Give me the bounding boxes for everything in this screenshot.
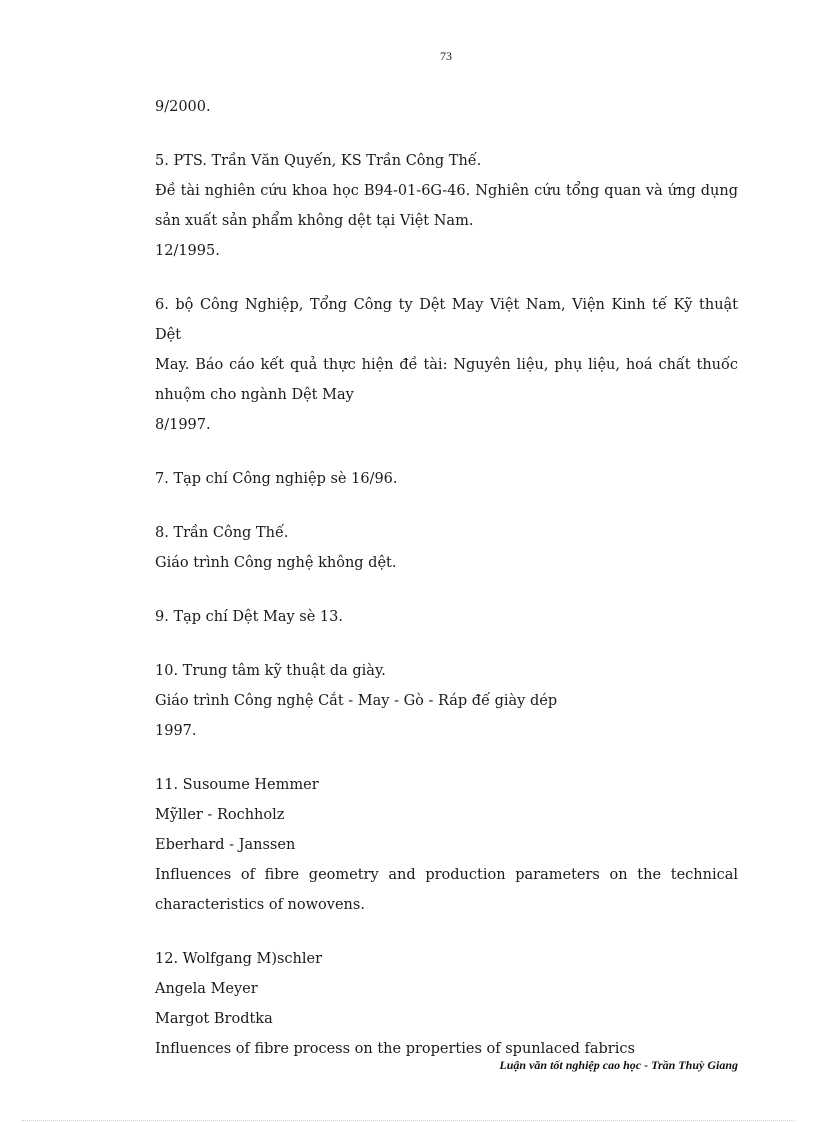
reference-line: Giáo trình Công nghệ không dệt. — [155, 555, 397, 571]
reference-line: May. Báo cáo kết quả thực hiện đề tài: Nguyên liệu, phụ liệu, hoá chất thuốc — [155, 357, 738, 373]
reference-entry-4-continued — [155, 92, 738, 122]
reference-line: Angela Meyer — [155, 981, 258, 997]
reference-entry-12 — [155, 944, 738, 1064]
reference-line: characteristics of nowovens. — [155, 897, 365, 913]
reference-line: 9. Tạp chí Dệt May sè 13. — [155, 609, 343, 625]
reference-line: 11. Susoume Hemmer — [155, 777, 319, 793]
reference-line: nhuộm cho ngành Dệt May — [155, 387, 354, 403]
reference-line: Influences of fibre geometry and production parameters on the technical — [155, 867, 738, 883]
reference-entry-10 — [155, 656, 738, 746]
reference-entry-5 — [155, 146, 738, 266]
reference-line: 7. Tạp chí Công nghiệp sè 16/96. — [155, 471, 398, 487]
reference-entry-7 — [155, 464, 738, 494]
reference-line: Đề tài nghiên cứu khoa học B94-01-6G-46. Nghiên cứu tổng quan và ứng dụng — [155, 183, 738, 199]
reference-line: Mỹller - Rochholz — [155, 807, 285, 823]
reference-list — [155, 92, 738, 1088]
reference-line: Influences of fibre process on the properties of spunlaced fabrics — [155, 1041, 635, 1057]
reference-line: 12. Wolfgang M)schler — [155, 951, 323, 967]
reference-line: Giáo trình Công nghệ Cắt - May - Gò - Ráp đế giày dép — [155, 693, 558, 709]
reference-line: Margot Brodtka — [155, 1011, 273, 1027]
reference-line: 12/1995. — [155, 243, 220, 259]
page-number: 73 — [440, 49, 452, 63]
reference-line: 8. Trần Công Thế. — [155, 525, 289, 541]
reference-line: 1997. — [155, 723, 197, 739]
reference-line: 9/2000. — [155, 99, 211, 115]
reference-entry-9 — [155, 602, 738, 632]
reference-entry-11 — [155, 770, 738, 920]
reference-line: 10. Trung tâm kỹ thuật da giày. — [155, 663, 386, 679]
page-footer: Luận văn tốt nghiệp cao học - Trần Thuỳ Giang — [499, 1058, 738, 1072]
reference-entry-8 — [155, 518, 738, 578]
reference-line: 8/1997. — [155, 417, 211, 433]
page-bottom-divider — [22, 1120, 794, 1121]
reference-line: 6. bộ Công Nghiệp, Tổng Công ty Dệt May Việt Nam, Viện Kinh tế Kỹ thuật Dệt — [155, 297, 738, 343]
reference-line: sản xuất sản phẩm không dệt tại Việt Nam. — [155, 213, 474, 229]
reference-line: Eberhard - Janssen — [155, 837, 296, 853]
reference-line: 5. PTS. Trần Văn Quyến, KS Trần Công Thế. — [155, 153, 482, 169]
reference-entry-6 — [155, 290, 738, 440]
